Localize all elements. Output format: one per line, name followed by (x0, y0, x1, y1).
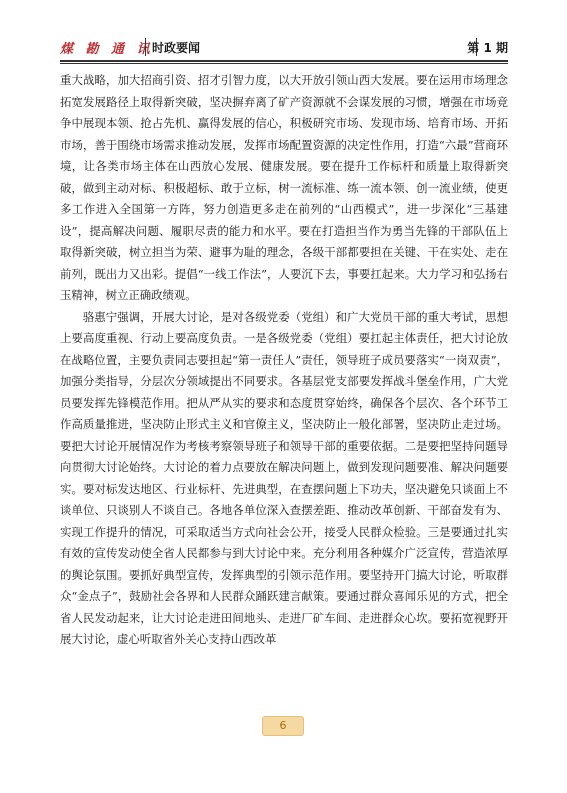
paragraph-1: 重大战略，加大招商引资、招才引智力度，以大开放引领山西大发展。要在运用市场理念拓宽发展路径上取得新突破，坚决摒弃离了矿产资源就不会谋发展的习惯，增强在市场竞争中展现本领、抢占先机、赢得发展的信心，积极研究市场、发现市场、培育市场、开拓市场，善于围绕市场需求推动发展，发挥市场配置资源的决定性作用，打造“六最”营商环境，让各类市场主体在山西放心发展、健康发展。要在提升工作标杆和质量上取得新突破，做到主动对标、积极超标、敢于立标，树一流标准、练一流本领、创一流业绩，使更多工作进入全国第一方阵，努力创造更多走在前列的“山西模式”，进一步深化“三基建设”，提高解决问题、履职尽责的能力和水平。要在打造担当作为勇当先锋的干部队伍上取得新突破，树立担当为荣、避事为耻的理念，各级干部都要担在关键、干在实处、走在前列，既出力又出彩。提倡“一线工作法”，人要沉下去，事要扛起来。大力学习和弘扬右玉精神，树立正确政绩观。 (60, 73, 508, 302)
issue-number: 第 1 期 (467, 41, 508, 55)
page-header (60, 38, 508, 58)
article-body (60, 70, 508, 651)
section-title: 时政要闻 (152, 41, 201, 55)
header-divider (145, 38, 146, 56)
header-rule-thick (60, 60, 508, 62)
header-rule-thin (60, 63, 508, 64)
publication-brand: 煤 勘 通 讯 (60, 42, 154, 57)
paragraph-2: 骆惠宁强调，开展大讨论，是对各级党委（党组）和广大党员干部的重大考试，思想上要高度重视、行动上要高度负责。一是各级党委（党组）要扛起主体责任，把大讨论放在战略位置，主要负责同志要担起“第一责任人”责任，领导班子成员要落实“一岗双责”，加强分类指导，分层次分领域提出不同要求。各基层党支部要发挥战斗堡垒作用，广大党员要发挥先锋模范作用。把从严从实的要求和态度贯穿始终，确保各个层次、各个环节工作高质量推进，坚决防止形式主义和官僚主义，坚决防止一般化部署，坚决防止走过场。要把大讨论开展情况作为考核考察领导班子和领导干部的重要依据。二是要把坚持问题导向贯彻大讨论始终。大讨论的着力点要放在解决问题上，做到发现问题要准、解决问题要实。要对标发达地区、行业标杆、先进典型，在查摆问题上下功夫，坚决避免只谈面上不谈单位、只谈别人不谈自己。各地各单位深入查摆差距、推动改革创新、干部奋发有为、实现工作提升的情况，可采取适当方式向社会公开，接受人民群众检验。三是要通过扎实有效的宣传发动使全省人民都参与到大讨论中来。充分利用各种媒介广泛宣传，营造浓厚的舆论氛围。要抓好典型宣传，发挥典型的引领示范作用。要坚持开门搞大讨论，听取群众“金点子”，鼓励社会各界和人民群众踊跃建言献策。要通过群众喜闻乐见的方式，把全省人民发动起来，让大讨论走进田间地头、走进厂矿车间、走进群众心坎。要拓宽视野开展大讨论，虚心听取省外关心支持山西改革 (60, 309, 508, 646)
page-number-badge: 6 (262, 716, 304, 736)
